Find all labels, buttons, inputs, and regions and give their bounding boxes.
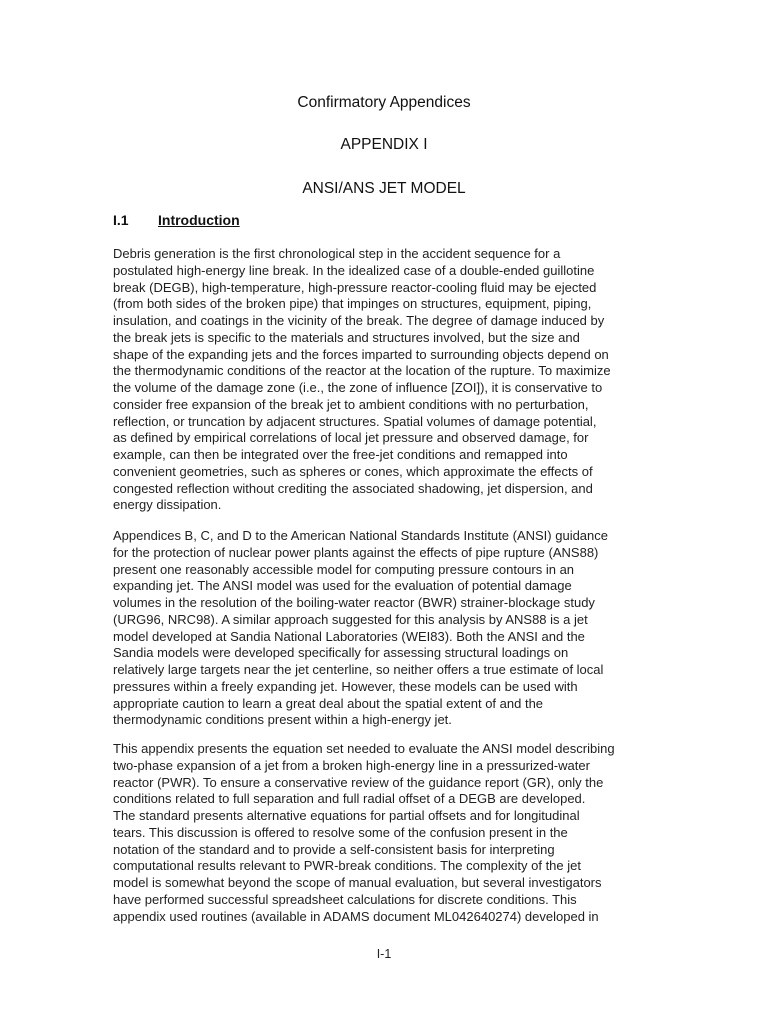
text-line: relatively large targets near the jet centerline, so neither offers a true estimate of local (113, 662, 604, 677)
text-line: tears. This discussion is offered to resolve some of the confusion present in the (113, 824, 568, 840)
text-line: (from both sides of the broken pipe) that impinges on structures, equipment, piping, (113, 296, 592, 312)
text-line: congested reflection without crediting the associated shadowing, jet dispersion, and (113, 480, 593, 496)
section-heading (113, 212, 240, 228)
text-line: have performed successful spreadsheet calculations for discrete conditions. This (113, 891, 577, 907)
document-title: Confirmatory Appendices (297, 94, 471, 111)
text-line: insulation, and coatings in the vicinity of the break. The degree of damage induced by (113, 313, 605, 328)
text-line: volumes in the resolution of the boiling-water reactor (BWR) strainer-blockage study (113, 595, 595, 610)
text-line: model developed at Sandia National Laboratories (WEI83). Both the ANSI and the (113, 628, 585, 644)
text-line: the volume of the damage zone (i.e., the zone of influence [ZOI]), it is conservative to (113, 380, 603, 395)
text-line: two-phase expansion of a jet from a broken high-energy line in a pressurized-water (113, 757, 590, 773)
text-line: convenient geometries, such as spheres or cones, which approximate the effects of (113, 463, 593, 479)
text-line: (URG96, NRC98). A similar approach suggested for this analysis by ANS88 is a jet (113, 611, 588, 627)
text-line: This appendix presents the equation set needed to evaluate the ANSI model describing (113, 741, 615, 756)
text-line: consider free expansion of the break jet to ambient conditions with no perturbation, (113, 396, 589, 412)
text-line: conditions related to full separation and full radial offset of a DEGB are developed. (113, 791, 586, 807)
text-line: example, can then be integrated over the free-jet conditions and remapped into (113, 447, 568, 462)
text-line: appropriate caution to learn a great deal about the spatial extent of and the (113, 695, 544, 711)
text-line: reactor (PWR). To ensure a conservative review of the guidance report (GR), only the (113, 774, 604, 790)
text-line: break (DEGB), high-temperature, high-pressure reactor-cooling fluid may be ejected (113, 279, 597, 295)
paragraph-2 (113, 528, 658, 729)
text-line: computational results relevant to PWR-break conditions. The complexity of the jet (113, 858, 581, 874)
text-line: notation of the standard and to provide a self-consistent basis for interpreting (113, 841, 555, 857)
section-number: I.1 (113, 212, 129, 228)
text-line: present one reasonably accessible model for computing pressure contours in an (113, 561, 575, 577)
text-line: as defined by empirical correlations of local jet pressure and observed damage, for (113, 430, 589, 446)
appendix-title: ANSI/ANS JET MODEL (302, 180, 466, 197)
text-line: pressures within a freely expanding jet. However, these models can be used with (113, 678, 578, 694)
text-line: shape of the expanding jets and the forces imparted to surrounding objects depend on (113, 346, 609, 362)
text-line: Debris generation is the first chronological step in the accident sequence for a (113, 246, 561, 261)
text-line: thermodynamic conditions present within a high-energy jet. (113, 712, 452, 728)
text-line: Appendices B, C, and D to the American National Standards Institute (ANSI) guidance (113, 528, 608, 543)
text-line: the thermodynamic conditions of the reactor at the location of the rupture. To maximize (113, 363, 611, 379)
paragraph-1 (113, 246, 658, 514)
text-line: The standard presents alternative equations for partial offsets and for longitudinal (113, 808, 580, 823)
text-line: appendix used routines (available in ADAMS document ML042640274) developed in (113, 908, 599, 924)
text-line: expanding jet. The ANSI model was used for the evaluation of potential damage (113, 578, 572, 594)
text-line: the break jets is specific to the materials and structures involved, but the size and (113, 329, 580, 345)
text-line: postulated high-energy line break. In the idealized case of a double-ended guillotine (113, 262, 595, 278)
section-title: Introduction (158, 212, 240, 228)
page-number: I-1 (376, 947, 392, 961)
text-line: reflection, or truncation by adjacent structures. Spatial volumes of damage potential, (113, 413, 597, 429)
text-line: Sandia models were developed specifically for assessing structural loadings on (113, 645, 569, 661)
appendix-label: APPENDIX I (340, 136, 428, 153)
text-line: energy dissipation. (113, 497, 222, 513)
text-line: model is somewhat beyond the scope of manual evaluation, but several investigators (113, 875, 602, 890)
paragraph-3 (113, 741, 658, 925)
text-line: for the protection of nuclear power plants against the effects of pipe rupture (ANS88) (113, 544, 599, 560)
